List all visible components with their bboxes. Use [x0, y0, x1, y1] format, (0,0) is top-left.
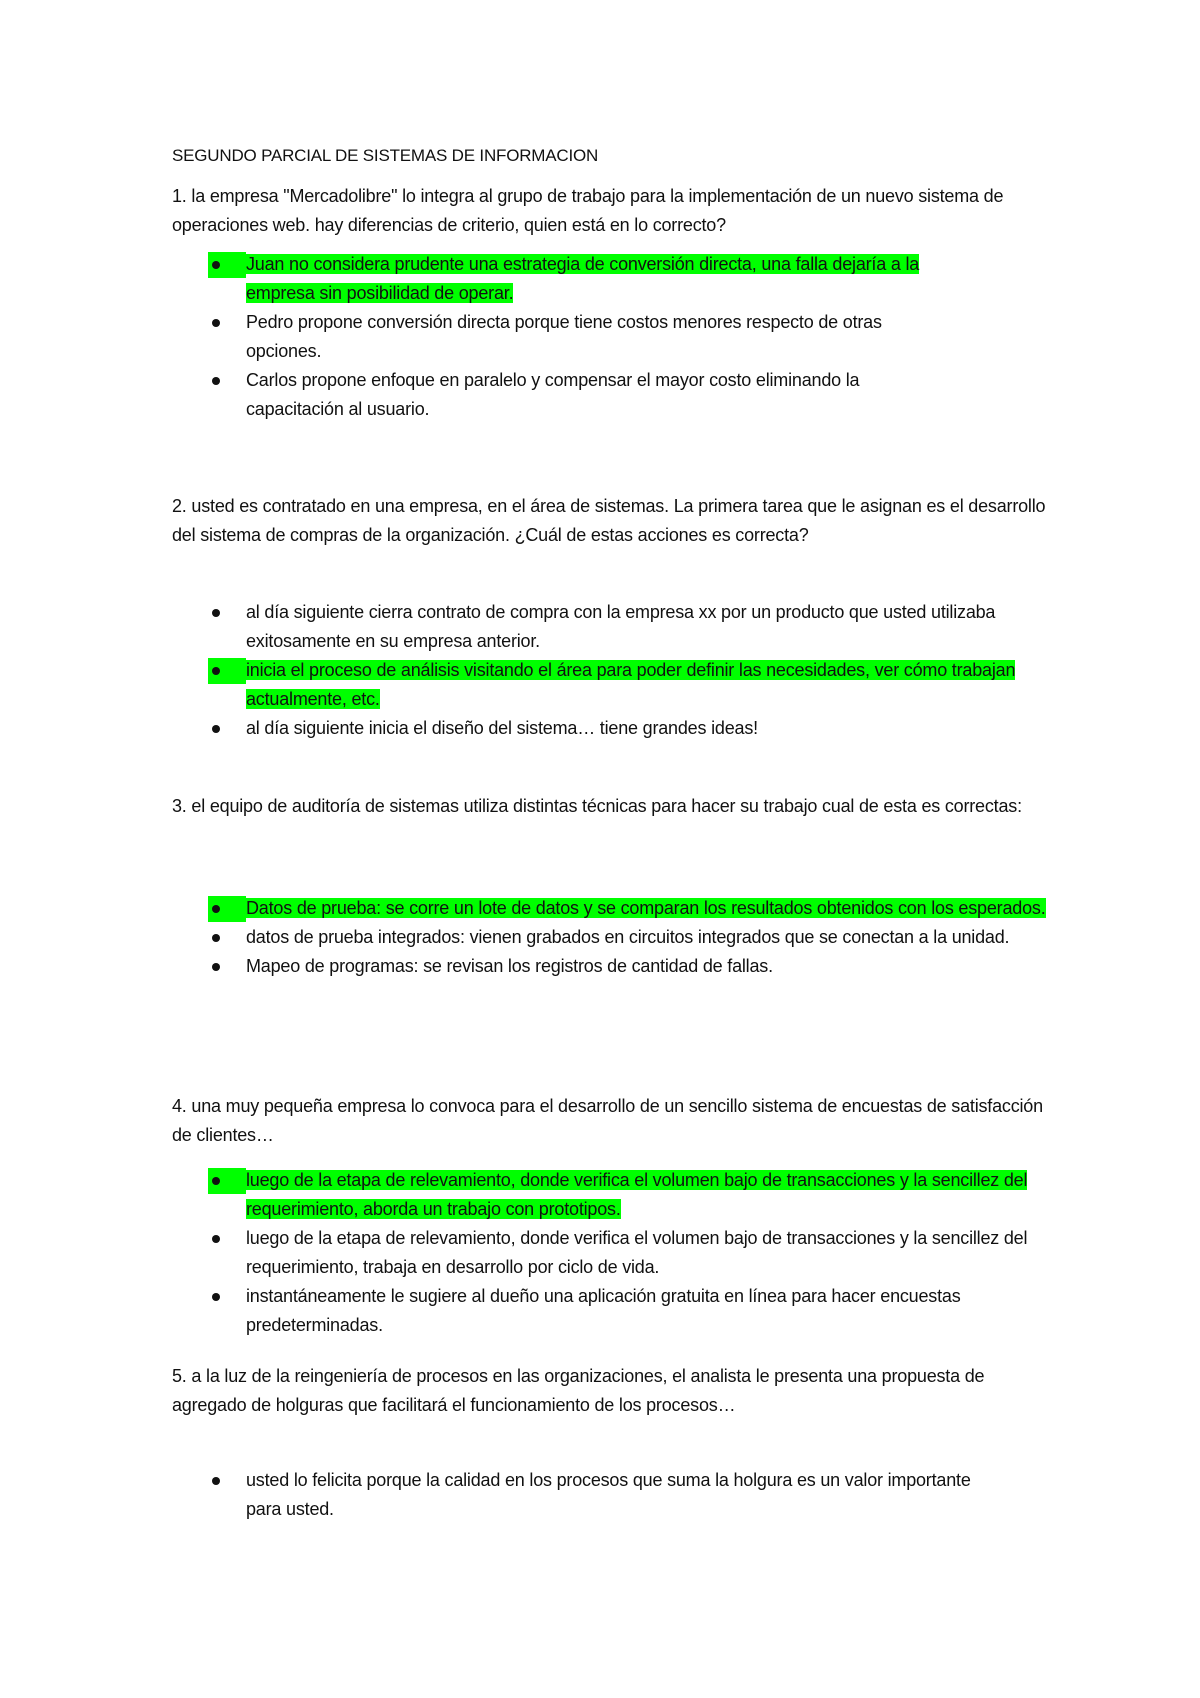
- option-text: Pedro propone conversión directa porque tiene costos menores respecto de otras opciones.: [246, 312, 882, 361]
- option-3b: [208, 923, 1048, 952]
- bullet-icon: [212, 1477, 220, 1485]
- option-text: Juan no considera prudente una estrategia de conversión directa, una falla dejaría a la empresa sin posibilidad de operar.: [246, 254, 920, 303]
- question-2: 2. usted es contratado en una empresa, en el área de sistemas. La primera tarea que le asignan es el desarrollo del sistema de compras de la organización. ¿Cuál de estas acciones es correcta?: [172, 496, 1046, 545]
- question-5: 5. a la luz de la reingeniería de procesos en las organizaciones, el analista le presenta una propuesta de agregado de holguras que facilitará el funcionamiento de los procesos…: [172, 1366, 985, 1415]
- question-1-options: [208, 250, 948, 424]
- option-text: datos de prueba integrados: vienen grabados en circuitos integrados que se conectan a la unidad.: [246, 927, 1010, 947]
- bullet-icon: [212, 319, 220, 327]
- bullet-icon: [212, 609, 220, 617]
- bullet-icon: [212, 1293, 220, 1301]
- option-text: luego de la etapa de relevamiento, donde verifica el volumen bajo de transacciones y la sencillez del requerimiento, aborda un trabajo con prototipos.: [246, 1170, 1028, 1219]
- bullet-icon: [212, 725, 220, 733]
- bullet-icon: [212, 934, 220, 942]
- bullet-icon: [212, 261, 220, 269]
- bullet-icon: [212, 905, 220, 913]
- document-title: SEGUNDO PARCIAL DE SISTEMAS DE INFORMACION: [172, 146, 599, 165]
- option-3a: [208, 894, 1048, 923]
- option-3c: [208, 952, 1048, 981]
- question-3: 3. el equipo de auditoría de sistemas utiliza distintas técnicas para hacer su trabajo cual de esta es correctas:: [172, 796, 1022, 816]
- option-text: instantáneamente le sugiere al dueño una aplicación gratuita en línea para hacer encuestas predeterminadas.: [246, 1286, 961, 1335]
- option-5a: [208, 1466, 1008, 1524]
- option-text: luego de la etapa de relevamiento, donde verifica el volumen bajo de transacciones y la sencillez del requerimiento, trabaja en desarrollo por ciclo de vida.: [246, 1228, 1028, 1277]
- bullet-icon: [212, 963, 220, 971]
- bullet-icon: [212, 1177, 220, 1185]
- option-text: inicia el proceso de análisis visitando el área para poder definir las necesidades, ver cómo trabajan actualmente, etc.: [246, 660, 1016, 709]
- bullet-icon: [212, 667, 220, 675]
- option-4b: [208, 1224, 1038, 1282]
- option-4c: [208, 1282, 1038, 1340]
- question-3-options: [208, 894, 1048, 981]
- question-1: 1. la empresa "Mercadolibre" lo integra al grupo de trabajo para la implementación de un nuevo sistema de operaciones web. hay diferencias de criterio, quien está en lo correcto?: [172, 186, 1004, 235]
- option-text: usted lo felicita porque la calidad en los procesos que suma la holgura es un valor importante para usted.: [246, 1470, 971, 1519]
- option-text: al día siguiente inicia el diseño del sistema… tiene grandes ideas!: [246, 718, 758, 738]
- option-text: Datos de prueba: se corre un lote de datos y se comparan los resultados obtenidos con los esperados.: [246, 898, 1046, 918]
- option-2b: [208, 656, 1038, 714]
- option-1a: [208, 250, 948, 308]
- option-text: Mapeo de programas: se revisan los registros de cantidad de fallas.: [246, 956, 773, 976]
- option-2a: [208, 598, 1038, 656]
- bullet-icon: [212, 377, 220, 385]
- question-4: 4. una muy pequeña empresa lo convoca para el desarrollo de un sencillo sistema de encuestas de satisfacción de clientes…: [172, 1096, 1043, 1145]
- question-2-options: [208, 598, 1038, 743]
- option-1c: [208, 366, 948, 424]
- option-text: Carlos propone enfoque en paralelo y compensar el mayor costo eliminando la capacitación al usuario.: [246, 370, 860, 419]
- option-1b: [208, 308, 948, 366]
- option-text: al día siguiente cierra contrato de compra con la empresa xx por un producto que usted utilizaba exitosamente en su empresa anterior.: [246, 602, 996, 651]
- option-2c: [208, 714, 1038, 743]
- bullet-icon: [212, 1235, 220, 1243]
- question-5-options: [208, 1466, 1008, 1524]
- question-4-options: [208, 1166, 1038, 1340]
- option-4a: [208, 1166, 1038, 1224]
